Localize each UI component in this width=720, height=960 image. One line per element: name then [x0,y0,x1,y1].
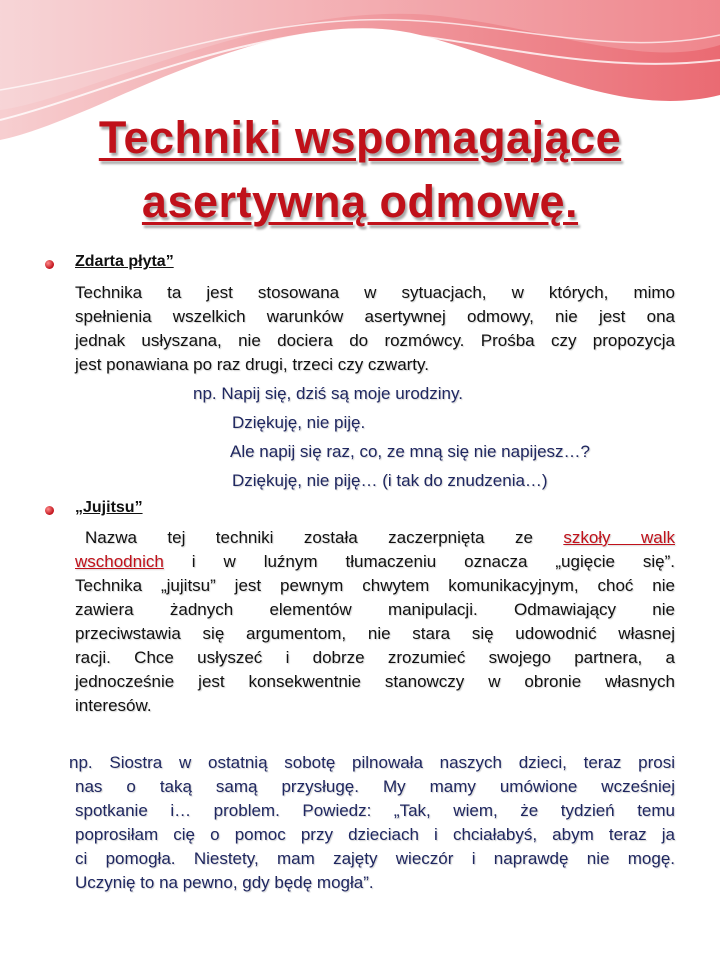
body-line [75,550,675,574]
bullet-icon [45,260,54,269]
example-line: poprosiłam cię o pomoc przy dzieciach i chciałabyś, abym teraz ja [75,825,675,844]
example-line: Uczynię to na pewno, gdy będę mogła”. [75,873,374,892]
example-line: Dziękuję, nie piję. [232,413,366,432]
body-line: jednocześnie jest konsekwentnie stanowczy w obronie własnych [75,672,675,691]
example-line: np. Napij się, dziś są moje urodziny. [193,384,463,403]
body-line: spełnienia wszelkich warunków asertywnej odmowy, nie jest ona [75,307,675,326]
body-line: jednak usłyszana, nie dociera do rozmówcy. Prośba czy propozycja [75,331,675,350]
body-line: przeciwstawia się argumentom, nie stara się udowodnić własnej [75,624,675,643]
body-line [75,526,675,550]
example-line: Ale napij się raz, co, ze mną się nie napijesz…? [230,442,591,461]
body-line: zawiera żadnych elementów manipulacji. Odmawiający nie [75,600,675,619]
slide-title-line-2: asertywną odmowę. [141,176,579,227]
body-text: i w luźnym tłumaczeniu oznacza „ugięcie się”. [163,552,675,571]
section-heading-zdarta-plyta: Zdarta płyta” [75,253,174,270]
body-line: Technika „jujitsu” jest pewnym chwytem komunikacyjnym, choć nie [75,576,675,595]
link-szkoly-walk[interactable]: szkoły walk [563,528,675,547]
section-example-jujitsu [69,751,675,895]
link-wschodnich[interactable]: wschodnich [75,552,164,571]
body-line: Technika ta jest stosowana w sytuacjach, w których, mimo [75,283,675,302]
example-line: np. Siostra w ostatnią sobotę pilnowała naszych dzieci, teraz prosi [69,753,675,772]
section-heading-jujitsu: „Jujitsu” [75,499,143,516]
section-body-zdarta-plyta [75,281,675,377]
example-line: spotkanie i… problem. Powiedz: „Tak, wiem, że tydzień temu [75,801,675,820]
body-text: Nazwa tej techniki została zaczerpnięta ze [85,528,564,547]
body-line: racji. Chce usłyszeć i dobrze zrozumieć swojego partnera, a [75,648,675,667]
slide-title-line-1: Techniki wspomagające [98,112,622,163]
body-line: jest ponawiana po raz drugi, trzeci czy czwarty. [75,355,429,374]
example-line: ci pomogła. Niestety, mam zajęty wieczór i naprawdę nie mogę. [75,849,675,868]
bullet-icon [45,506,54,515]
example-line: Dziękuję, nie piję… (i tak do znudzenia…) [232,471,548,490]
body-line: interesów. [75,696,152,715]
example-line: nas o taką samą przysługę. My mamy umówione wcześniej [75,777,675,796]
section-body-jujitsu [75,526,675,718]
